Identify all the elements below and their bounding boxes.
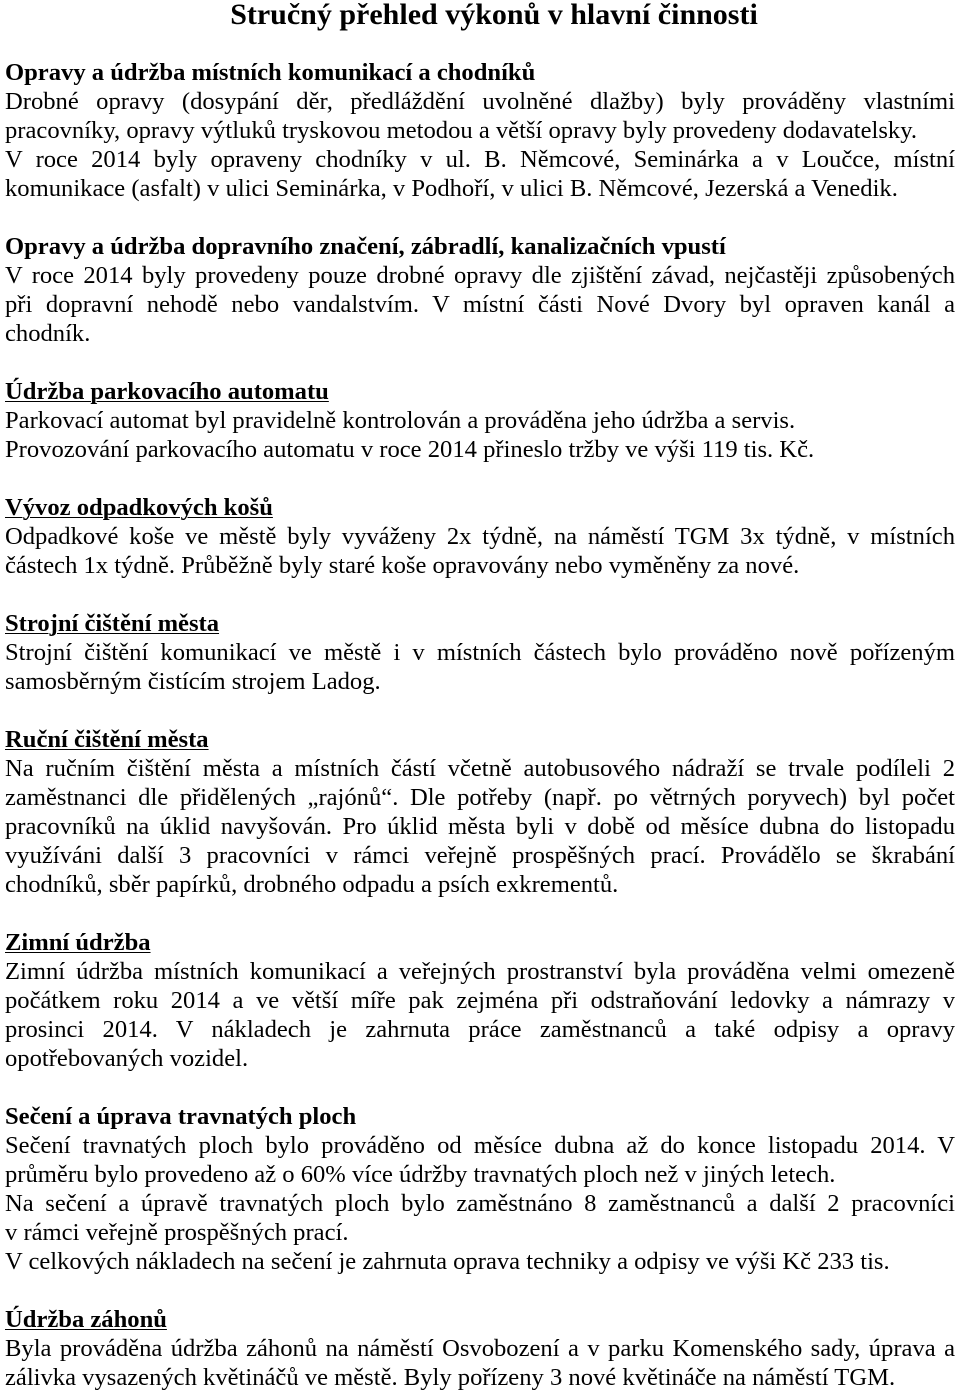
section-manual-cleaning xyxy=(5,725,955,899)
text-line: Parkovací automat byl pravidelně kontrolován a prováděna jeho údržba a servis. xyxy=(5,407,796,434)
text-line: Drobné opravy (dosypání děr, předláždění uvolněné dlažby) byly prováděny vlastními xyxy=(5,88,955,115)
text-line: chodník. xyxy=(5,320,91,347)
section-heading xyxy=(5,377,955,406)
section-traffic-signs xyxy=(5,232,955,348)
section-heading xyxy=(5,493,955,522)
section-heading-text: Opravy a údržba místních komunikací a chodníků xyxy=(5,59,536,86)
text-line: v rámci veřejně prospěšných prací. xyxy=(5,1219,349,1246)
text-line: Provozování parkovacího automatu v roce 2014 přineslo tržby ve výši 119 tis. Kč. xyxy=(5,436,815,463)
text-line: opotřebovaných vozidel. xyxy=(5,1045,249,1072)
text-line: průměru bylo provedeno až o 60% více údržby travnatých ploch než v jiných letech. xyxy=(5,1161,836,1188)
section-heading xyxy=(5,1305,955,1334)
text-line: Byla prováděna údržba záhonů na náměstí Osvobození a v parku Komenského sady, úprava a xyxy=(5,1335,955,1362)
section-heading-text: Ruční čištění města xyxy=(5,726,209,753)
page-title: Stručný přehled výkonů v hlavní činnosti xyxy=(230,0,758,31)
section-heading xyxy=(5,1102,955,1131)
section-machine-cleaning xyxy=(5,609,955,696)
text-line: Na ručním čištění města a místních částí včetně autobusového nádraží se trvale podíleli 2 xyxy=(5,755,955,782)
text-line: Sečení travnatých ploch bylo prováděno od měsíce dubna až do konce listopadu 2014. V xyxy=(5,1132,955,1159)
section-heading xyxy=(5,725,955,754)
section-waste-bins xyxy=(5,493,955,580)
section-winter-maintenance xyxy=(5,928,955,1073)
text-line: částech 1x týdně. Průběžně byly staré koše opravovány nebo vyměněny za nové. xyxy=(5,552,800,579)
text-line: Na sečení a úpravě travnatých ploch bylo zaměstnáno 8 zaměstnanců a další 2 pracovníci xyxy=(5,1190,955,1217)
section-parking-meter xyxy=(5,377,955,464)
text-line: zálivka vysazených květináčů ve městě. Byly pořízeny 3 nové květináče na náměstí TGM. xyxy=(5,1364,896,1391)
section-flowerbeds xyxy=(5,1305,955,1392)
text-line: Odpadkové koše ve městě byly vyváženy 2x týdně, na náměstí TGM 3x týdně, v místních xyxy=(5,523,955,550)
text-line: pracovníky, opravy výtluků tryskovou metodou a větší opravy byly provedeny dodavatelsky. xyxy=(5,117,918,144)
section-heading xyxy=(5,232,955,261)
section-heading-text: Vývoz odpadkových košů xyxy=(5,494,273,521)
section-heading-text: Sečení a úprava travnatých ploch xyxy=(5,1103,357,1130)
text-line: V celkových nákladech na sečení je zahrnuta oprava techniky a odpisy ve výši Kč 233 tis. xyxy=(5,1248,890,1275)
text-line: V roce 2014 byly provedeny pouze drobné opravy dle zjištění závad, nejčastěji způsobených xyxy=(5,262,955,289)
text-line: využíváni další 3 pracovníci v rámci veřejně prospěšných prací. Provádělo se škrabání xyxy=(5,842,955,869)
section-mowing xyxy=(5,1102,955,1276)
text-line: počátkem roku 2014 a ve větší míře pak zejména při odstraňování ledovky a námrazy v xyxy=(5,987,955,1014)
text-line: komunikace (asfalt) v ulici Seminárka, v Podhoří, v ulici B. Němcové, Jezerská a Venedik. xyxy=(5,175,898,202)
section-heading-text: Údržba parkovacího automatu xyxy=(5,378,329,405)
text-line: zaměstnanci dle přidělených „rajónů“. Dle potřeby (např. po větrných poryvech) byl počet xyxy=(5,784,955,811)
section-road-repairs xyxy=(5,58,955,203)
section-heading-text: Opravy a údržba dopravního značení, zábradlí, kanalizačních vpustí xyxy=(5,233,726,260)
text-line: chodníků, sběr papírků, drobného odpadu a psích exkrementů. xyxy=(5,871,619,898)
text-line: samosběrným čistícím strojem Ladog. xyxy=(5,668,381,695)
section-heading xyxy=(5,58,955,87)
text-line: při dopravní nehodě nebo vandalstvím. V místní části Nové Dvory byl opraven kanál a xyxy=(5,291,955,318)
section-heading xyxy=(5,609,955,638)
section-heading-text: Údržba záhonů xyxy=(5,1306,167,1333)
text-line: prosinci 2014. V nákladech je zahrnuta práce zaměstnanců a také odpisy a opravy xyxy=(5,1016,955,1043)
section-heading-text: Zimní údržba xyxy=(5,929,151,956)
text-line: Strojní čištění komunikací ve městě i v místních částech bylo prováděno nově pořízeným xyxy=(5,639,955,666)
text-line: pracovníků na úklid navyšován. Pro úklid města byli v době od měsíce dubna do listopadu xyxy=(5,813,955,840)
section-heading xyxy=(5,928,955,957)
text-line: V roce 2014 byly opraveny chodníky v ul. B. Němcové, Seminárka a v Loučce, místní xyxy=(5,146,955,173)
section-heading-text: Strojní čištění města xyxy=(5,610,220,637)
text-line: Zimní údržba místních komunikací a veřejných prostranství byla prováděna velmi omezeně xyxy=(5,958,955,985)
